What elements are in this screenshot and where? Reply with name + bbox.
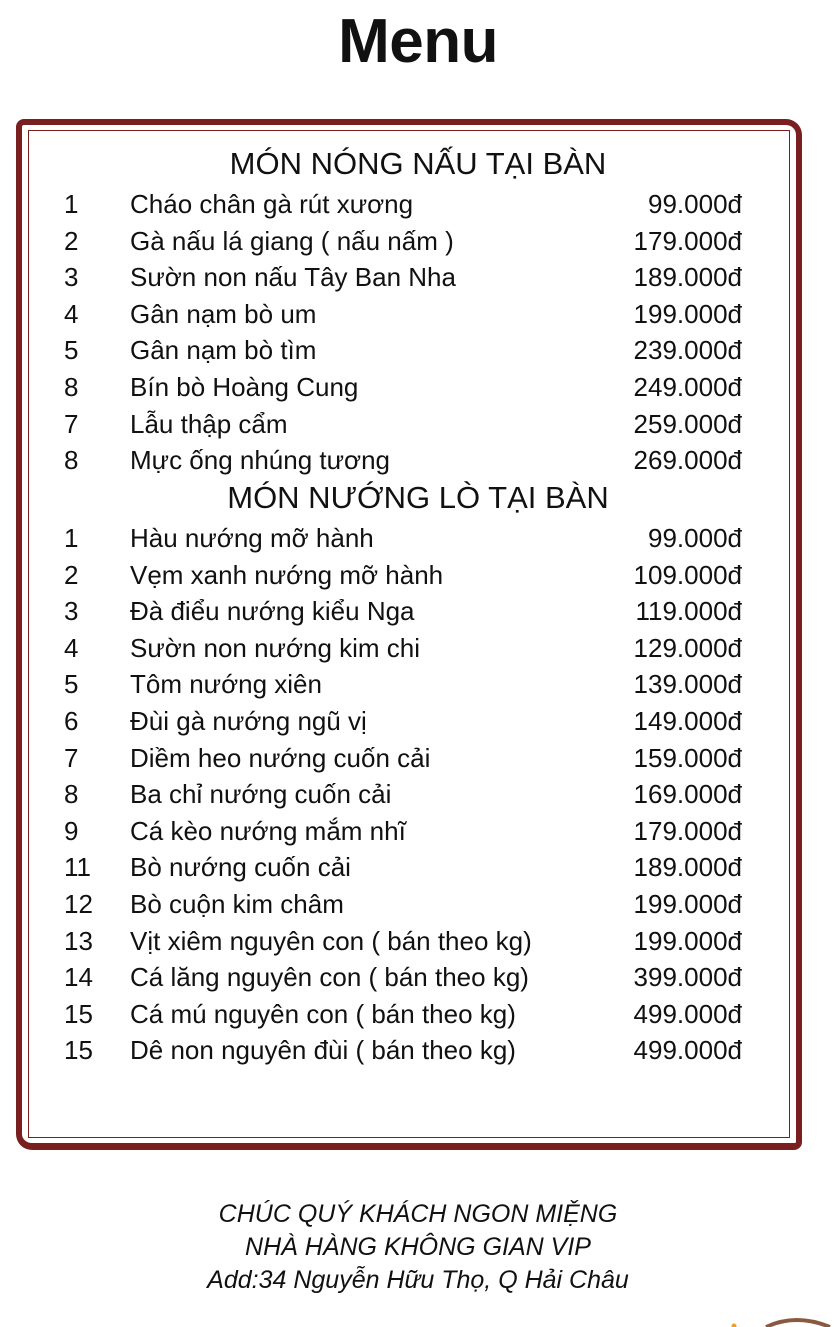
menu-item-number: 8 — [64, 445, 79, 476]
menu-list-hot-pot — [0, 186, 836, 479]
menu-item — [0, 630, 836, 667]
menu-item-name: Bín bò Hoàng Cung — [130, 371, 359, 402]
menu-item-number: 3 — [64, 596, 79, 627]
menu-item-name: Tôm nướng xiên — [130, 669, 322, 700]
menu-item — [0, 776, 836, 813]
menu-item-name: Vịt xiêm nguyên con ( bán theo kg) — [130, 925, 532, 956]
menu-item-number: 3 — [64, 262, 79, 293]
menu-item-name: Hàu nướng mỡ hành — [130, 523, 374, 553]
menu-item-name: Gà nấu lá giang ( nấu nấm ) — [130, 225, 454, 256]
menu-item-number: 9 — [64, 815, 79, 846]
menu-item — [0, 557, 836, 594]
footer-greeting: CHÚC QUÝ KHÁCH NGON MIỆNG — [218, 1200, 618, 1228]
corner-decoration — [726, 1311, 836, 1327]
menu-item — [0, 886, 836, 923]
menu-item-name: Mực ống nhúng tương — [130, 445, 391, 476]
menu-item-price: 189.000đ — [633, 262, 742, 293]
menu-item — [0, 996, 836, 1033]
menu-item — [0, 223, 836, 260]
menu-item-number: 8 — [64, 779, 79, 810]
menu-item-number: 1 — [64, 189, 79, 219]
menu-item-number: 14 — [64, 962, 93, 993]
menu-item-name: Gân nạm bò um — [130, 298, 317, 329]
menu-item-number: 7 — [64, 742, 79, 773]
menu-item-number: 4 — [64, 298, 79, 329]
menu-item-number: 15 — [64, 1035, 93, 1066]
section-title-grill: MÓN NƯỚNG LÒ TẠI BÀN — [227, 480, 609, 515]
menu-item-price: 249.000đ — [633, 371, 742, 402]
menu-item-price: 189.000đ — [633, 852, 742, 883]
menu-item-name: Bò nướng cuốn cải — [130, 852, 351, 883]
menu-item — [0, 849, 836, 886]
menu-list-grill — [0, 520, 836, 1069]
menu-item-number: 11 — [64, 852, 91, 883]
menu-item-name: Cá lăng nguyên con ( bán theo kg) — [130, 962, 529, 993]
menu-item-name: Diềm heo nướng cuốn cải — [130, 742, 431, 773]
menu-item-number: 1 — [64, 523, 79, 553]
menu-item-name: Cháo chân gà rút xương — [130, 189, 414, 219]
menu-item-price: 399.000đ — [633, 962, 742, 993]
menu-item-name: Gân nạm bò tìm — [130, 335, 317, 366]
menu-item — [0, 186, 836, 223]
footer-restaurant-name: NHÀ HÀNG KHÔNG GIAN VIP — [245, 1233, 591, 1261]
menu-item-price: 259.000đ — [633, 408, 742, 439]
menu-item-price: 179.000đ — [633, 225, 742, 256]
page-title: Menu — [338, 7, 498, 76]
menu-item-name: Ba chỉ nướng cuốn cải — [130, 779, 392, 810]
menu-item-price: 159.000đ — [633, 742, 742, 773]
menu-item — [0, 332, 836, 369]
menu-item-number: 5 — [64, 669, 79, 700]
menu-item — [0, 406, 836, 443]
menu-item-name: Đùi gà nướng ngũ vị — [130, 705, 367, 736]
menu-item-number: 6 — [64, 705, 79, 736]
menu-item — [0, 813, 836, 850]
menu-item-name: Cá kèo nướng mắm nhĩ — [130, 815, 406, 846]
menu-item-number: 4 — [64, 632, 79, 663]
menu-item-number: 8 — [64, 371, 79, 402]
menu-item-number: 2 — [64, 225, 79, 256]
menu-item-number: 5 — [64, 335, 79, 366]
menu-item-number: 12 — [64, 888, 93, 919]
menu-item-price: 99.000đ — [648, 189, 742, 219]
menu-item-price: 269.000đ — [633, 445, 742, 476]
menu-item-name: Bò cuộn kim châm — [130, 888, 344, 919]
menu-item-price: 119.000đ — [635, 596, 742, 627]
menu-item-name: Vẹm xanh nướng mỡ hành — [130, 559, 444, 590]
menu-item-name: Lẫu thập cẩm — [130, 408, 288, 439]
menu-item-price: 199.000đ — [633, 888, 742, 919]
footer-address: Add:34 Nguyễn Hữu Thọ, Q Hải Châu — [207, 1266, 629, 1294]
menu-item-price: 99.000đ — [648, 523, 742, 553]
menu-item — [0, 593, 836, 630]
menu-item-name: Cá mú nguyên con ( bán theo kg) — [130, 998, 516, 1029]
menu-item-name: Đà điểu nướng kiểu Nga — [130, 596, 415, 627]
menu-item-price: 169.000đ — [633, 779, 742, 810]
menu-item — [0, 703, 836, 740]
menu-item-price: 499.000đ — [633, 1035, 742, 1066]
menu-item — [0, 259, 836, 296]
menu-item-price: 499.000đ — [633, 998, 742, 1029]
section-title-hot-pot: MÓN NÓNG NẤU TẠI BÀN — [229, 146, 607, 181]
menu-item-number: 15 — [64, 998, 93, 1029]
menu-item — [0, 369, 836, 406]
menu-item-name: Sườn non nấu Tây Ban Nha — [130, 262, 456, 293]
menu-item-number: 13 — [64, 925, 93, 956]
menu-item-number: 2 — [64, 559, 79, 590]
menu-item — [0, 740, 836, 777]
menu-item — [0, 442, 836, 479]
menu-item-price: 199.000đ — [633, 925, 742, 956]
menu-item — [0, 1032, 836, 1069]
menu-item — [0, 923, 836, 960]
menu-item-price: 199.000đ — [633, 298, 742, 329]
menu-item-price: 179.000đ — [633, 815, 742, 846]
footer — [0, 1198, 836, 1297]
menu-item-name: Sườn non nướng kim chi — [130, 632, 421, 663]
menu-item — [0, 296, 836, 333]
menu-item-number: 7 — [64, 408, 79, 439]
menu-item — [0, 666, 836, 703]
menu-item-price: 129.000đ — [633, 632, 742, 663]
menu-item-price: 139.000đ — [633, 669, 742, 700]
menu-item — [0, 520, 836, 557]
menu-item-price: 239.000đ — [633, 335, 742, 366]
menu-item — [0, 959, 836, 996]
menu-item-price: 109.000đ — [633, 559, 742, 590]
menu-item-name: Dê non nguyên đùi ( bán theo kg) — [130, 1035, 516, 1066]
menu-item-price: 149.000đ — [633, 705, 742, 736]
